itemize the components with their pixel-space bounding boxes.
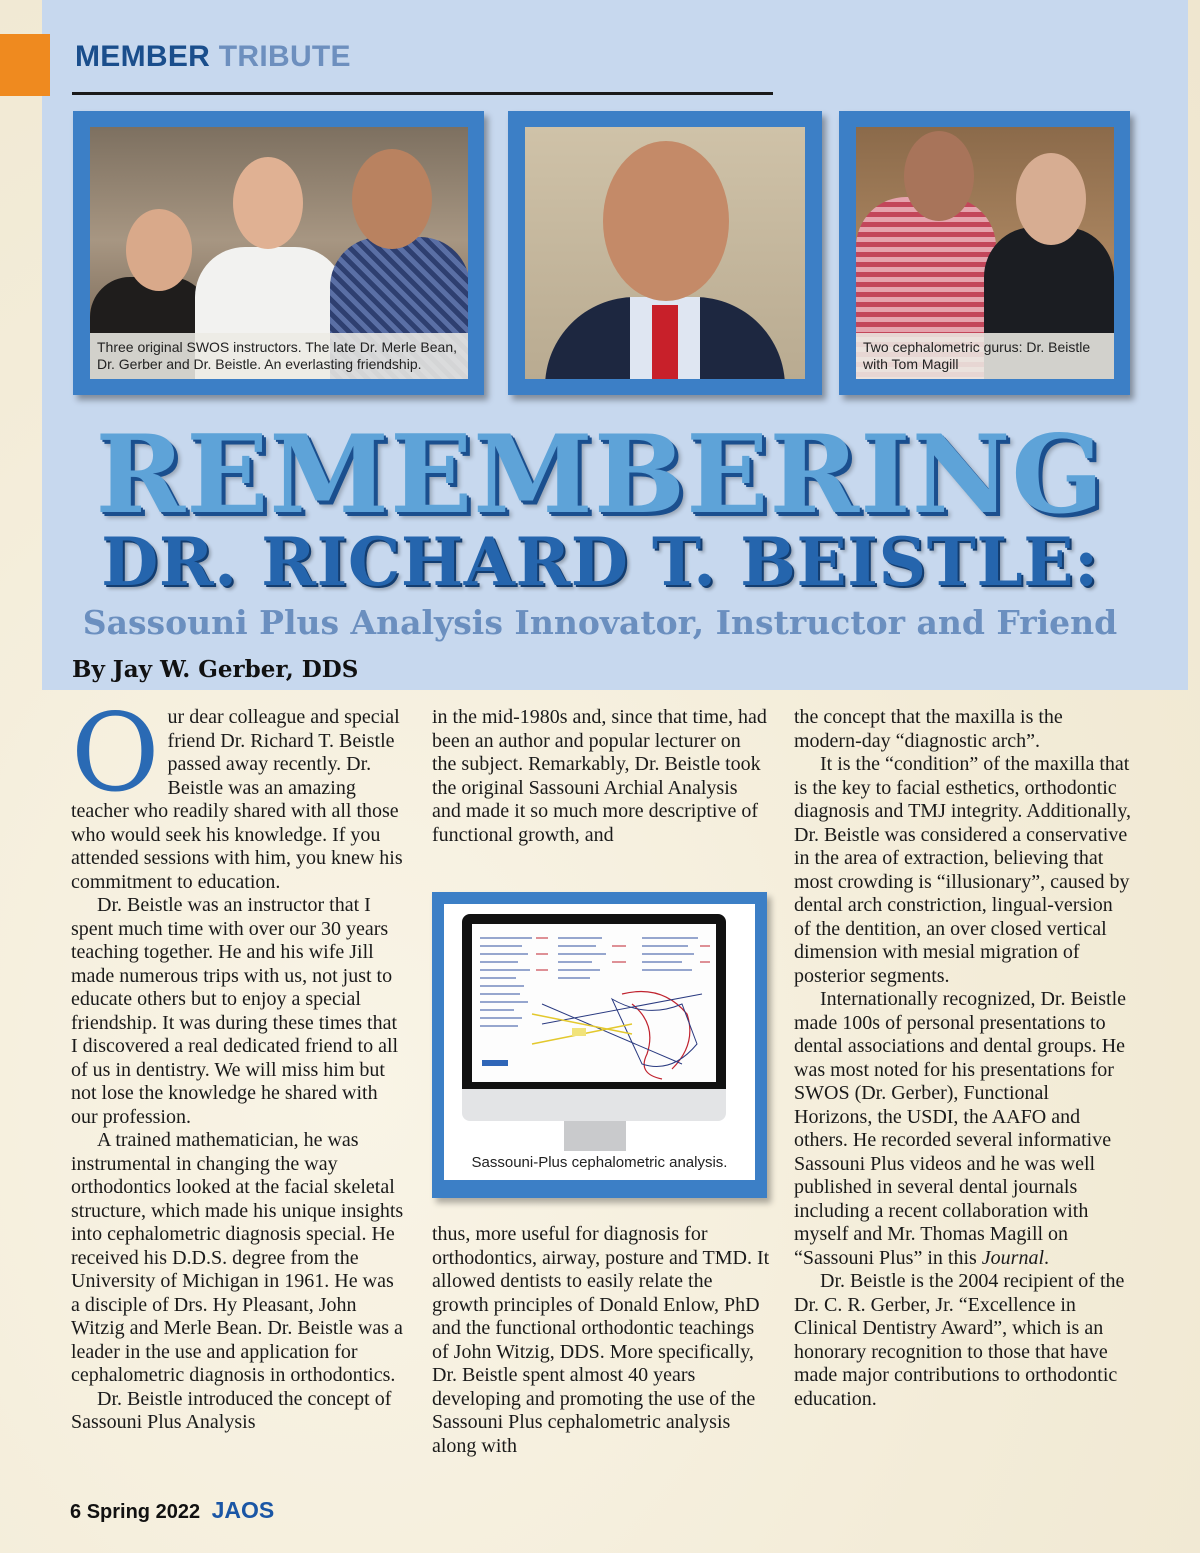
photo-three-instructors-image: [90, 127, 468, 379]
figure-cephalometric-analysis: [432, 892, 767, 1198]
journal-name: JAOS: [211, 1497, 275, 1523]
paragraph: thus, more useful for diagnosis for orthodontics, airway, posture and TMD. It allowed dentists to easily relate the growth principles of Donald Enlow, PhD and the functional orthodontic teachings of John Witzig, DDS. More specifically, Dr. Beistle spent almost 40 years developing and promoting the use of the Sassouni Plus cephalometric analysis along with: [432, 1223, 770, 1457]
section-word-member: MEMBER: [75, 40, 211, 73]
headline-main: REMEMBERING: [95, 412, 1105, 538]
paragraph-text: Internationally recognized, Dr. Beistle made 100s of personal presentations to dental associations and dental groups. He was most noted for his presentations for SWOS (Dr. Gerber), Functional Horizons, the USDI, the AAFO and others. He recorded several informative Sassouni Plus videos and he was well published in several dental journals including a recent collaboration with myself and Mr. Thomas Magill on “Sassouni Plus” in this: [794, 988, 1127, 1269]
photo-three-instructors: [73, 111, 484, 395]
headline-tagline: Sassouni Plus Analysis Innovator, Instructor and Friend: [82, 603, 1118, 642]
paragraph: [71, 691, 407, 894]
article-column-3: [794, 706, 1132, 1411]
article-column-2-bottom: [432, 1223, 770, 1458]
monitor-screen: [472, 924, 716, 1082]
paragraph: Dr. Beistle was an instructor that I spent much time with over our 30 years teaching together. He and his wife Jill made numerous trips with us, not just to educate others but to enjoy a special friendship. It was during these times that I discovered a real dedicated friend to all of us in dentistry. We will miss him but not lose the knowledge he shared with our profession.: [71, 894, 399, 1128]
monitor-chin: [462, 1089, 726, 1121]
drop-cap: O: [71, 691, 160, 816]
paragraph: A trained mathematician, he was instrumental in changing the way orthodontics looked at the facial skeletal structure, which made his unique insights into cephalometric diagnosis special. He received his D.D.S. degree from the University of Michigan in 1961. He was a disciple of Drs. Hy Pleasant, John Witzig and Merle Bean. Dr. Beistle was a leader in the use and application for cephalometric diagnosis in orthodontics.: [71, 1129, 404, 1386]
byline: By Jay W. Gerber, DDS: [72, 656, 359, 683]
headline-sub: DR. RICHARD T. BEISTLE:: [101, 523, 1099, 601]
figure-caption: Sassouni-Plus cephalometric analysis.: [471, 1154, 728, 1171]
article-column-1: [71, 691, 407, 1435]
article-column-2-top: [432, 706, 770, 847]
paragraph: [794, 988, 1132, 1270]
monitor-bezel: [462, 914, 726, 1089]
photo-portrait: [508, 111, 822, 395]
paragraph: the concept that the maxilla is the modern-day “diagnostic arch”.: [794, 706, 1063, 752]
journal-italic: Journal: [981, 1246, 1045, 1269]
paragraph: Dr. Beistle is the 2004 recipient of the Dr. C. R. Gerber, Jr. “Excellence in Clinical Dentistry Award”, which is an honorary recognition to those that have made major contributions to orthodontic education.: [794, 1270, 1125, 1410]
photo-portrait-image: [525, 127, 805, 379]
section-label: [75, 40, 351, 74]
cephalometric-chart-graphic: [472, 924, 716, 1082]
photo-two-gurus: [839, 111, 1130, 395]
section-tab-marker: [0, 34, 50, 96]
photo-caption-left: Three original SWOS instructors. The late Dr. Merle Bean, Dr. Gerber and Dr. Beistle. An everlasting friendship.: [90, 333, 468, 379]
paragraph: Dr. Beistle introduced the concept of Sassouni Plus Analysis: [71, 1387, 392, 1433]
section-word-tribute: TRIBUTE: [218, 40, 351, 73]
photo-two-gurus-image: [856, 127, 1114, 379]
issue-label: Spring 2022: [86, 1501, 201, 1523]
paragraph: It is the “condition” of the maxilla that is the key to facial esthetics, orthodontic diagnosis and TMJ integrity. Additionally, Dr. Beistle was considered a conservative in the area of extraction, believing that most crowding is “illusionary”, caused by dental arch constriction, lingual-version of the dentition, an over closed vertical dimension with mesial migration of posterior segments.: [794, 753, 1132, 987]
page-footer: [70, 1497, 274, 1524]
monitor-stand: [564, 1121, 626, 1151]
page-number: 6: [70, 1501, 82, 1523]
paragraph-end: .: [1044, 1246, 1050, 1269]
paragraph-text: ur dear colleague and special friend Dr. Richard T. Beistle passed away recently. Dr. Beistle was an amazing teacher who readily shared with all those who would seek his knowledge. If you attended sessions with him, you knew his commitment to education.: [71, 706, 403, 893]
photo-caption-right: Two cephalometric gurus: Dr. Beistle with Tom Magill: [856, 333, 1114, 379]
paragraph: in the mid-1980s and, since that time, had been an author and popular lecturer on the subject. Remarkably, Dr. Beistle took the original Sassouni Archial Analysis and made it so much more descriptive of functional growth, and: [432, 706, 767, 846]
header-rule: [72, 92, 773, 95]
